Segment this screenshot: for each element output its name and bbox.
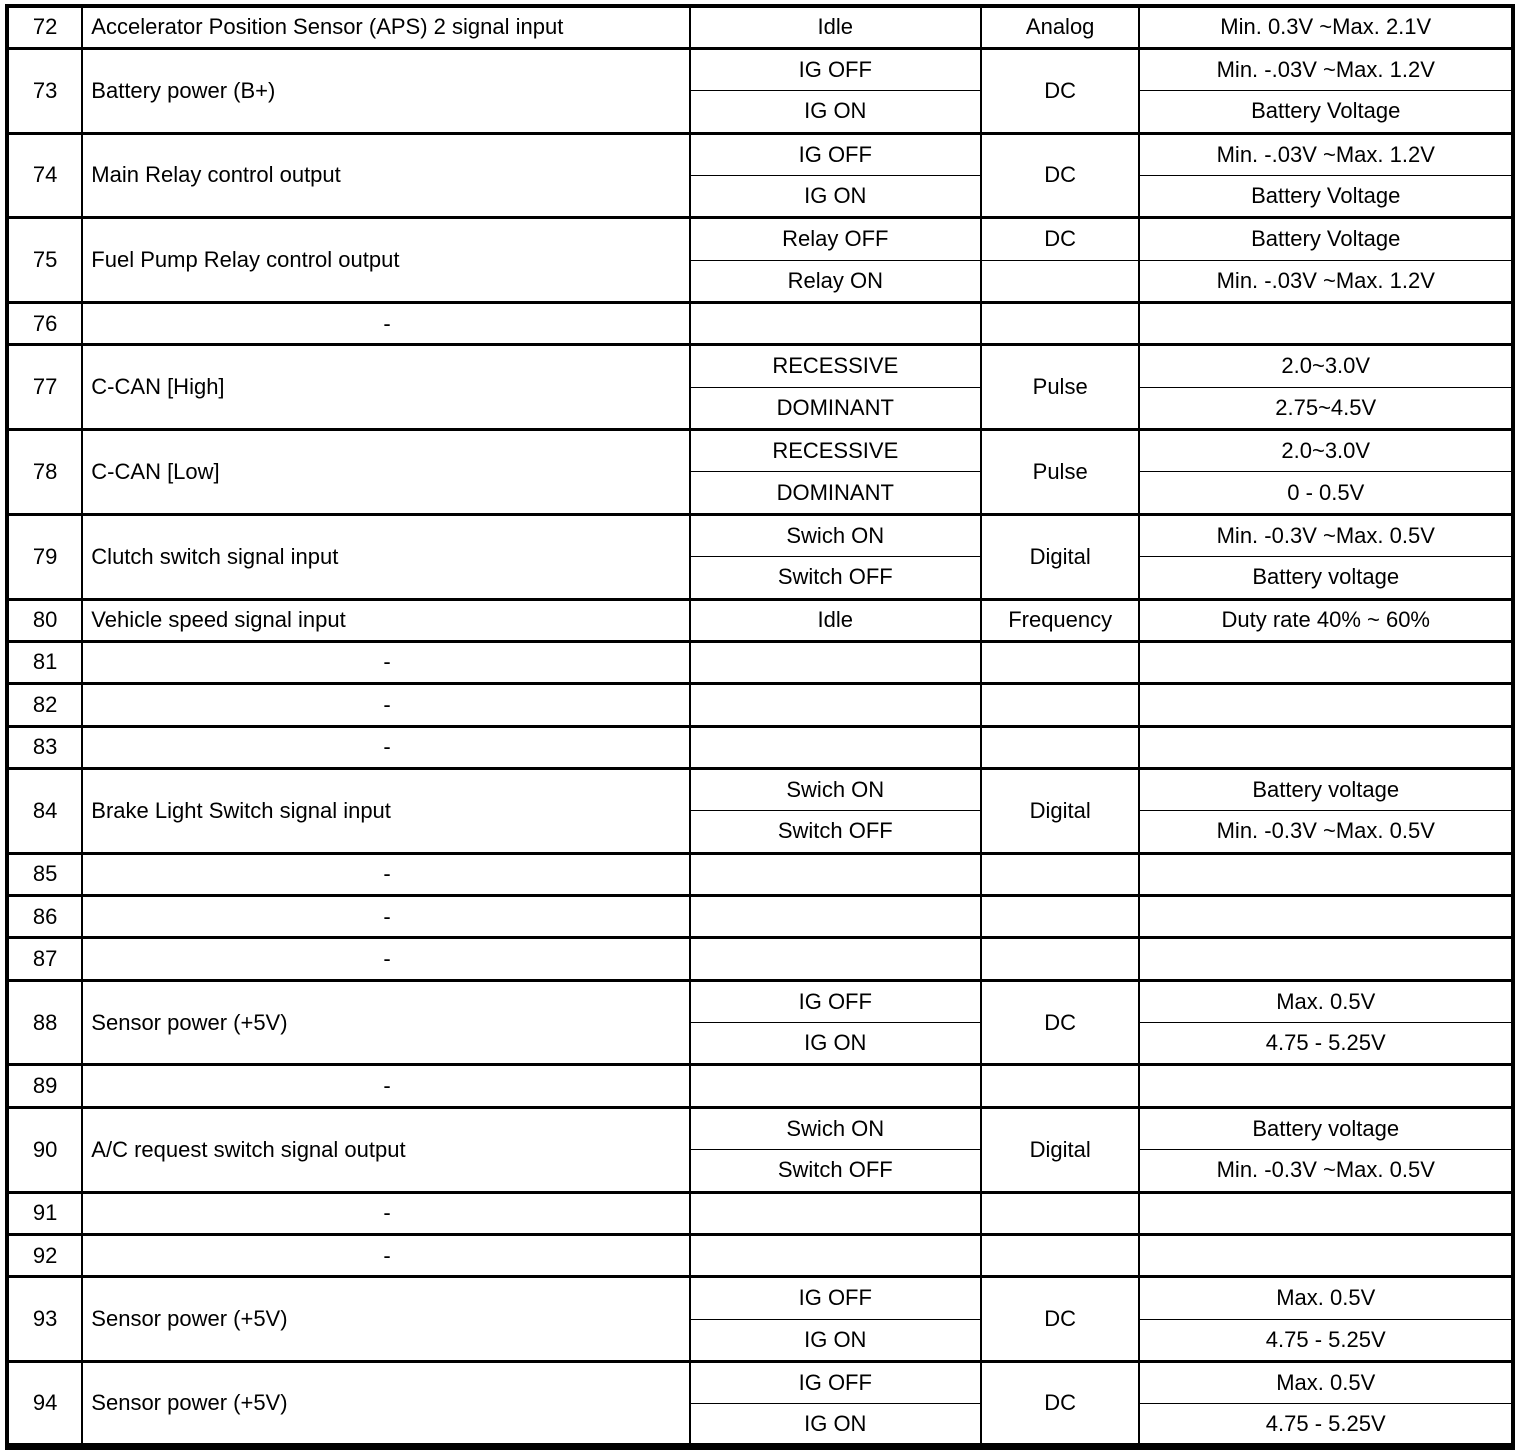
type-cell <box>981 641 1140 683</box>
type-cell: DC <box>981 48 1140 133</box>
condition-cell <box>690 1234 981 1276</box>
type-cell <box>981 1192 1140 1234</box>
description-cell: - <box>82 303 689 345</box>
description-cell: C-CAN [Low] <box>82 430 689 515</box>
description-cell: - <box>82 1065 689 1107</box>
description-cell: - <box>82 896 689 938</box>
level-cell <box>1139 1234 1513 1276</box>
type-cell <box>981 684 1140 726</box>
level-cell: Min. -.03V ~Max. 1.2V <box>1139 260 1513 302</box>
type-cell: DC <box>981 218 1140 260</box>
pin-cell: 79 <box>7 514 82 599</box>
table-row <box>7 1107 1513 1149</box>
condition-cell <box>690 684 981 726</box>
condition-cell: Swich ON <box>690 1107 981 1149</box>
level-cell: Battery Voltage <box>1139 175 1513 217</box>
condition-cell: RECESSIVE <box>690 345 981 387</box>
condition-cell <box>690 726 981 768</box>
signal-table-body <box>7 6 1513 1447</box>
condition-cell: RECESSIVE <box>690 430 981 472</box>
pin-cell: 72 <box>7 6 82 48</box>
level-cell: Duty rate 40% ~ 60% <box>1139 599 1513 641</box>
description-cell: - <box>82 938 689 980</box>
pin-cell: 87 <box>7 938 82 980</box>
pin-cell: 75 <box>7 218 82 303</box>
condition-cell: IG ON <box>690 1319 981 1361</box>
table-row <box>7 641 1513 683</box>
condition-cell <box>690 853 981 895</box>
description-cell: Clutch switch signal input <box>82 514 689 599</box>
pin-cell: 86 <box>7 896 82 938</box>
type-cell <box>981 896 1140 938</box>
pin-cell: 83 <box>7 726 82 768</box>
condition-cell: Idle <box>690 6 981 48</box>
type-cell: DC <box>981 1277 1140 1362</box>
pin-cell: 92 <box>7 1234 82 1276</box>
signal-table <box>5 4 1515 1450</box>
level-cell <box>1139 1065 1513 1107</box>
condition-cell: Switch OFF <box>690 557 981 599</box>
table-row <box>7 345 1513 387</box>
type-cell: Pulse <box>981 345 1140 430</box>
table-row <box>7 1234 1513 1276</box>
type-cell <box>981 1065 1140 1107</box>
pin-cell: 89 <box>7 1065 82 1107</box>
level-cell: Max. 0.5V <box>1139 980 1513 1022</box>
pin-cell: 82 <box>7 684 82 726</box>
type-cell: Digital <box>981 1107 1140 1192</box>
type-cell <box>981 853 1140 895</box>
type-cell <box>981 1234 1140 1276</box>
level-cell: Min. -0.3V ~Max. 0.5V <box>1139 811 1513 853</box>
condition-cell: DOMINANT <box>690 472 981 514</box>
level-cell <box>1139 1192 1513 1234</box>
condition-cell: IG OFF <box>690 980 981 1022</box>
pin-cell: 94 <box>7 1362 82 1447</box>
table-row <box>7 1362 1513 1404</box>
condition-cell: IG OFF <box>690 1362 981 1404</box>
level-cell <box>1139 896 1513 938</box>
description-cell: - <box>82 1234 689 1276</box>
table-row <box>7 980 1513 1022</box>
pin-cell: 85 <box>7 853 82 895</box>
pin-cell: 93 <box>7 1277 82 1362</box>
condition-cell: IG ON <box>690 91 981 133</box>
type-cell: DC <box>981 133 1140 218</box>
condition-cell: Idle <box>690 599 981 641</box>
description-cell: Vehicle speed signal input <box>82 599 689 641</box>
table-row <box>7 514 1513 556</box>
description-cell: - <box>82 641 689 683</box>
condition-cell <box>690 896 981 938</box>
table-row <box>7 938 1513 980</box>
table-row <box>7 896 1513 938</box>
condition-cell <box>690 641 981 683</box>
description-cell: C-CAN [High] <box>82 345 689 430</box>
level-cell: Battery Voltage <box>1139 91 1513 133</box>
level-cell: Min. -.03V ~Max. 1.2V <box>1139 48 1513 90</box>
description-cell: Sensor power (+5V) <box>82 1362 689 1447</box>
condition-cell <box>690 303 981 345</box>
description-cell: Battery power (B+) <box>82 48 689 133</box>
type-cell: Digital <box>981 514 1140 599</box>
condition-cell: IG ON <box>690 1404 981 1447</box>
table-row <box>7 726 1513 768</box>
condition-cell: IG OFF <box>690 1277 981 1319</box>
type-cell <box>981 260 1140 302</box>
table-row <box>7 599 1513 641</box>
level-cell: 4.75 - 5.25V <box>1139 1404 1513 1447</box>
pin-cell: 80 <box>7 599 82 641</box>
level-cell: Battery voltage <box>1139 557 1513 599</box>
description-cell: Accelerator Position Sensor (APS) 2 signal input <box>82 6 689 48</box>
condition-cell: DOMINANT <box>690 387 981 429</box>
type-cell: Pulse <box>981 430 1140 515</box>
level-cell <box>1139 641 1513 683</box>
level-cell: 2.0~3.0V <box>1139 430 1513 472</box>
description-cell: Sensor power (+5V) <box>82 980 689 1065</box>
level-cell <box>1139 726 1513 768</box>
condition-cell: IG OFF <box>690 48 981 90</box>
pin-cell: 84 <box>7 768 82 853</box>
pin-cell: 88 <box>7 980 82 1065</box>
condition-cell: Swich ON <box>690 514 981 556</box>
description-cell: - <box>82 853 689 895</box>
pin-cell: 81 <box>7 641 82 683</box>
level-cell <box>1139 938 1513 980</box>
level-cell: Max. 0.5V <box>1139 1277 1513 1319</box>
type-cell: Digital <box>981 768 1140 853</box>
level-cell <box>1139 303 1513 345</box>
type-cell <box>981 726 1140 768</box>
description-cell: Sensor power (+5V) <box>82 1277 689 1362</box>
description-cell: Brake Light Switch signal input <box>82 768 689 853</box>
level-cell: 2.75~4.5V <box>1139 387 1513 429</box>
table-row <box>7 430 1513 472</box>
table-row <box>7 768 1513 810</box>
level-cell: Min. -.03V ~Max. 1.2V <box>1139 133 1513 175</box>
level-cell: 4.75 - 5.25V <box>1139 1319 1513 1361</box>
pin-cell: 91 <box>7 1192 82 1234</box>
pin-cell: 78 <box>7 430 82 515</box>
level-cell: Min. -0.3V ~Max. 0.5V <box>1139 514 1513 556</box>
condition-cell: Switch OFF <box>690 811 981 853</box>
description-cell: - <box>82 1192 689 1234</box>
condition-cell: Relay ON <box>690 260 981 302</box>
condition-cell: Switch OFF <box>690 1150 981 1192</box>
condition-cell: IG ON <box>690 1023 981 1065</box>
condition-cell <box>690 1192 981 1234</box>
table-row <box>7 218 1513 260</box>
pin-cell: 76 <box>7 303 82 345</box>
description-cell: - <box>82 726 689 768</box>
description-cell: Main Relay control output <box>82 133 689 218</box>
level-cell: Battery voltage <box>1139 768 1513 810</box>
table-row <box>7 133 1513 175</box>
pin-cell: 90 <box>7 1107 82 1192</box>
level-cell: Min. -0.3V ~Max. 0.5V <box>1139 1150 1513 1192</box>
condition-cell: Swich ON <box>690 768 981 810</box>
type-cell <box>981 938 1140 980</box>
condition-cell: IG ON <box>690 175 981 217</box>
pin-cell: 74 <box>7 133 82 218</box>
type-cell: Analog <box>981 6 1140 48</box>
table-row <box>7 1277 1513 1319</box>
description-cell: Fuel Pump Relay control output <box>82 218 689 303</box>
table-row <box>7 6 1513 48</box>
pin-cell: 77 <box>7 345 82 430</box>
table-row <box>7 303 1513 345</box>
type-cell: Frequency <box>981 599 1140 641</box>
condition-cell <box>690 1065 981 1107</box>
level-cell <box>1139 684 1513 726</box>
level-cell: 0 - 0.5V <box>1139 472 1513 514</box>
level-cell: Battery voltage <box>1139 1107 1513 1149</box>
level-cell: 4.75 - 5.25V <box>1139 1023 1513 1065</box>
type-cell <box>981 303 1140 345</box>
type-cell: DC <box>981 1362 1140 1447</box>
level-cell: 2.0~3.0V <box>1139 345 1513 387</box>
level-cell: Battery Voltage <box>1139 218 1513 260</box>
table-row <box>7 1065 1513 1107</box>
table-row <box>7 48 1513 90</box>
type-cell: DC <box>981 980 1140 1065</box>
description-cell: A/C request switch signal output <box>82 1107 689 1192</box>
pin-cell: 73 <box>7 48 82 133</box>
level-cell: Min. 0.3V ~Max. 2.1V <box>1139 6 1513 48</box>
condition-cell: IG OFF <box>690 133 981 175</box>
level-cell: Max. 0.5V <box>1139 1362 1513 1404</box>
table-row <box>7 1192 1513 1234</box>
description-cell: - <box>82 684 689 726</box>
table-row <box>7 853 1513 895</box>
condition-cell: Relay OFF <box>690 218 981 260</box>
level-cell <box>1139 853 1513 895</box>
table-row <box>7 684 1513 726</box>
condition-cell <box>690 938 981 980</box>
